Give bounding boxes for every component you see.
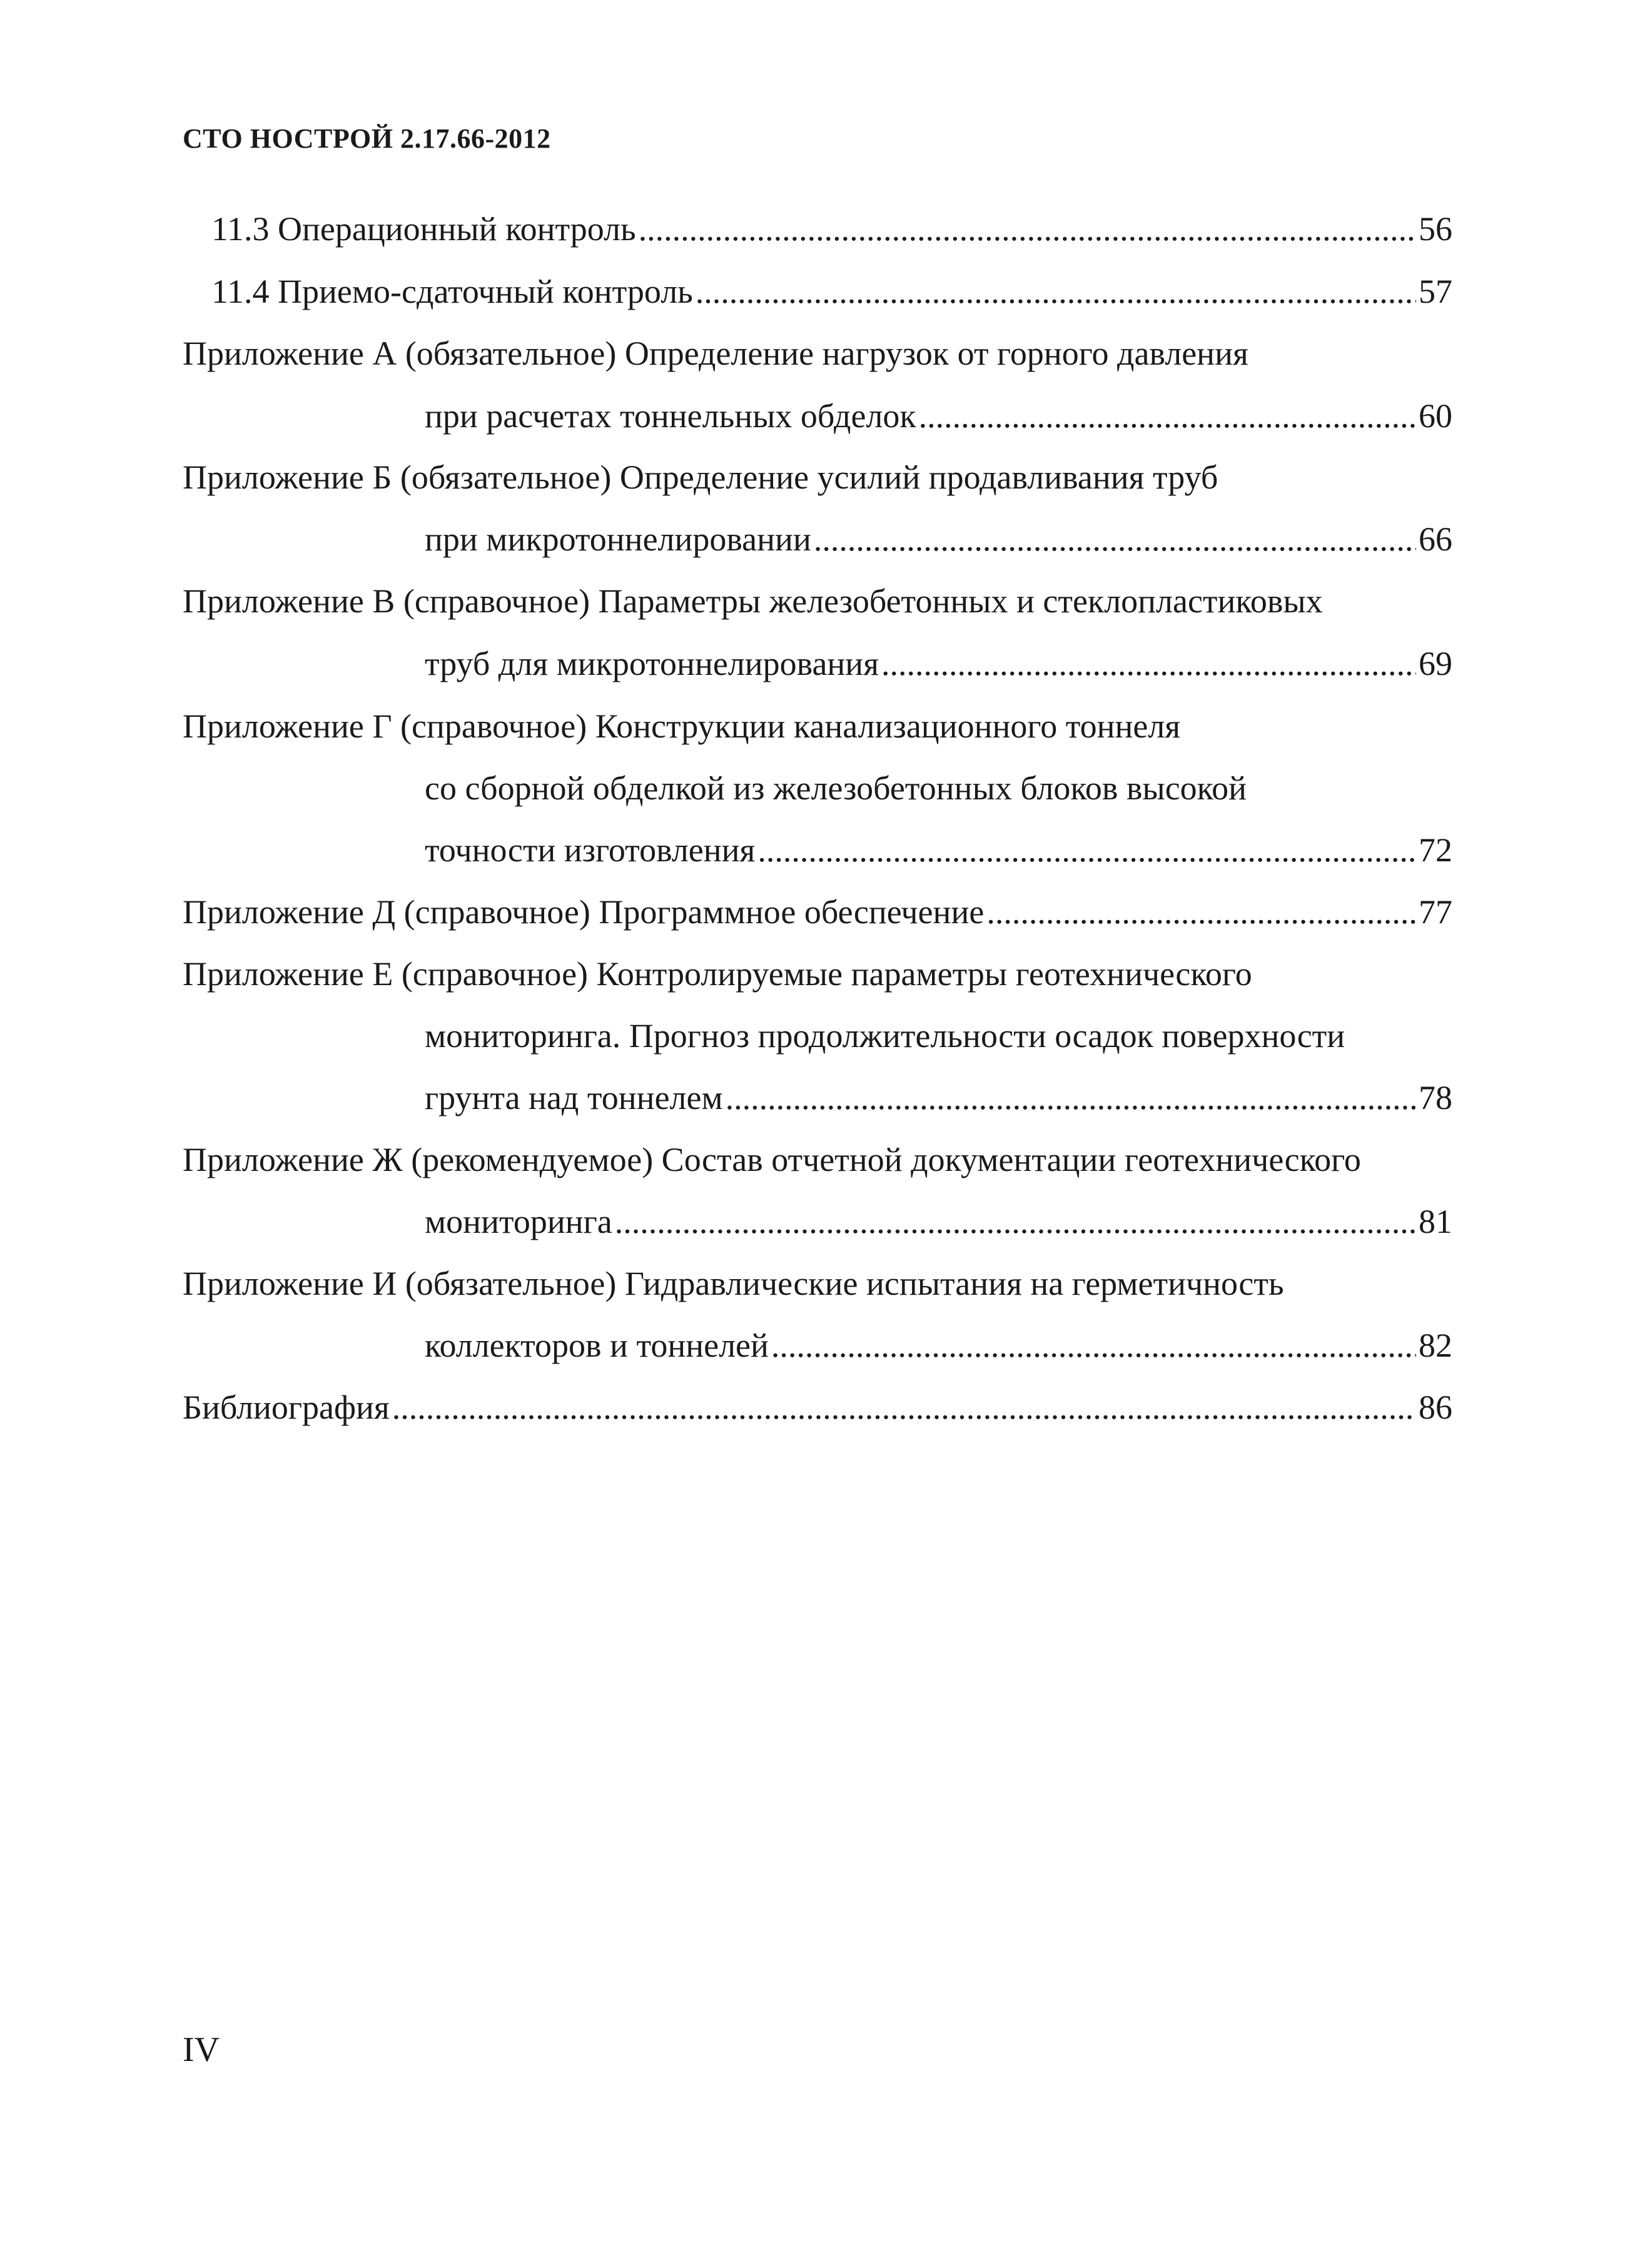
toc-entry-appendix-v-line1[interactable]: Приложение В (справочное) Параметры железобетонных и стеклопластиковых	[183, 582, 1323, 620]
toc-entry-title: труб для микротоннелирования	[425, 645, 879, 682]
toc-entry-title: Библиография	[183, 1389, 390, 1426]
dot-leader	[615, 1202, 1416, 1242]
toc-entry-appendix-i[interactable]	[425, 1325, 1452, 1365]
toc-entry-appendix-g-line2[interactable]: со сборной обделкой из железобетонных блоков высокой	[425, 769, 1247, 807]
toc-entry-appendix-e-line2[interactable]: мониторинга. Прогноз продолжительности осадок поверхности	[425, 1017, 1345, 1055]
toc-entry-title: при расчетах тоннельных обделок	[425, 397, 916, 435]
dot-leader	[726, 1078, 1416, 1118]
toc-entry-page: 66	[1419, 520, 1452, 558]
toc-entry-appendix-i-line1[interactable]: Приложение И (обязательное) Гидравлические испытания на герметичность	[183, 1265, 1284, 1302]
toc-entry-page: 56	[1419, 210, 1452, 248]
dot-leader	[986, 892, 1416, 932]
dot-leader	[696, 271, 1416, 311]
toc-entry-appendix-a-line1[interactable]: Приложение А (обязательное) Определение нагрузок от горного давления	[183, 335, 1248, 372]
page-number: IV	[183, 2030, 220, 2069]
toc-entry-title: мониторинга	[425, 1203, 612, 1240]
toc-entry-appendix-b[interactable]	[425, 519, 1452, 559]
toc-entry-bibliography[interactable]	[183, 1387, 1452, 1427]
toc-entry-page: 77	[1419, 893, 1452, 931]
toc-entry-page: 78	[1419, 1079, 1452, 1116]
toc-entry-appendix-zh[interactable]	[425, 1202, 1452, 1242]
dot-leader	[881, 644, 1416, 684]
dot-leader	[771, 1325, 1416, 1365]
dot-leader	[814, 519, 1416, 559]
toc-entry-appendix-a[interactable]	[425, 396, 1452, 436]
toc-entry-appendix-zh-line1[interactable]: Приложение Ж (рекомендуемое) Состав отчетной документации геотехнического	[183, 1141, 1361, 1178]
toc-entry-title: точности изготовления	[425, 831, 756, 869]
toc-entry-page: 81	[1419, 1203, 1452, 1240]
toc-entry-title: при микротоннелировании	[425, 520, 811, 558]
toc-entry-title: 11.3 Операционный контроль	[211, 210, 636, 248]
toc-entry-title: Приложение Д (справочное) Программное обеспечение	[183, 893, 985, 931]
toc-entry-appendix-v[interactable]	[425, 644, 1452, 684]
toc-entry-page: 69	[1419, 645, 1452, 682]
dot-leader	[392, 1387, 1416, 1427]
document-code: СТО НОСТРОЙ 2.17.66-2012	[183, 123, 551, 154]
toc-entry-appendix-g-line1[interactable]: Приложение Г (справочное) Конструкции канализационного тоннеля	[183, 707, 1181, 745]
toc-entry-title: коллекторов и тоннелей	[425, 1327, 769, 1364]
toc-entry-page: 72	[1419, 831, 1452, 869]
toc-entry-title: грунта над тоннелем	[425, 1079, 723, 1116]
toc-entry-page: 86	[1419, 1389, 1452, 1426]
toc-entry-appendix-d[interactable]	[183, 892, 1452, 932]
toc-entry-11-4[interactable]	[211, 271, 1452, 311]
toc-entry-appendix-g[interactable]	[425, 830, 1452, 870]
toc-entry-11-3[interactable]	[211, 209, 1452, 249]
dot-leader	[757, 830, 1416, 870]
toc-entry-appendix-e-line1[interactable]: Приложение Е (справочное) Контролируемые параметры геотехнического	[183, 955, 1252, 993]
dot-leader	[639, 209, 1416, 249]
toc-entry-page: 57	[1419, 273, 1452, 310]
dot-leader	[919, 396, 1416, 436]
toc-entry-page: 82	[1419, 1327, 1452, 1364]
toc-entry-title: 11.4 Приемо-сдаточный контроль	[211, 273, 693, 310]
toc-entry-appendix-b-line1[interactable]: Приложение Б (обязательное) Определение усилий продавливания труб	[183, 458, 1218, 496]
toc-entry-page: 60	[1419, 397, 1452, 435]
toc-entry-appendix-e[interactable]	[425, 1078, 1452, 1118]
